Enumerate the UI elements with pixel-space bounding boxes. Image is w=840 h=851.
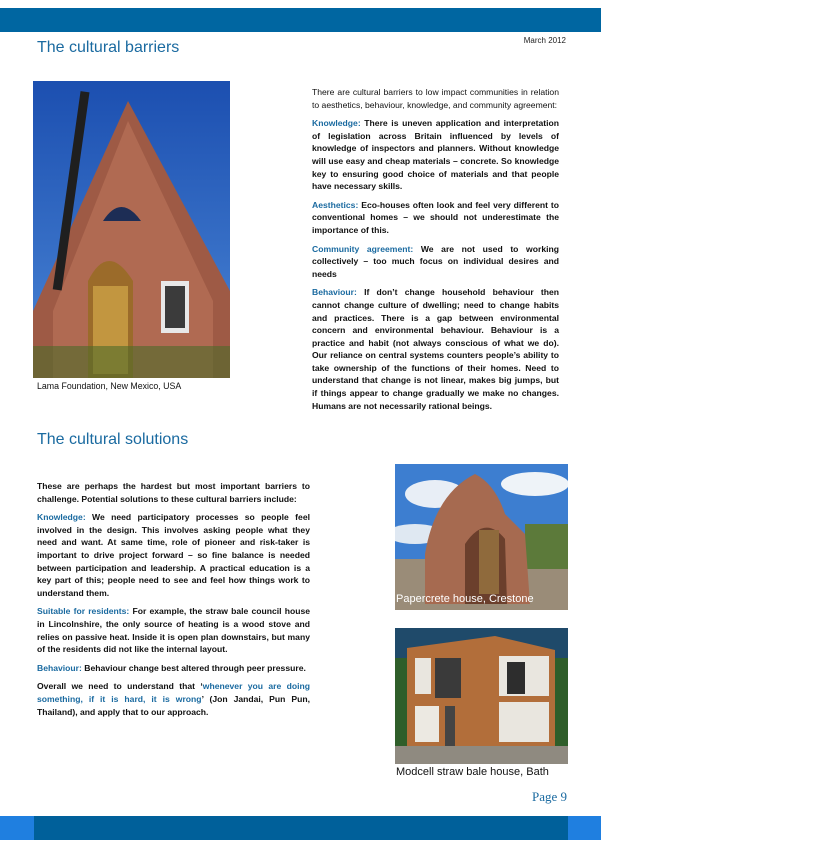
footer-bar-left-cap — [0, 816, 34, 840]
header-bar — [0, 8, 601, 32]
modcell-caption: Modcell straw bale house, Bath — [396, 766, 549, 778]
barriers-intro: There are cultural barriers to low impact communities in relation to aesthetics, behaviour, knowledge, and community agreement: — [312, 87, 559, 110]
solution-suitable-text: For example, the straw bale council house in Lincolnshire, the only source of heating is a wood stove and relies on passive heat. Inside it is open plan downstairs, but many of the residents did not like the internal layout. — [37, 606, 311, 655]
footer-bar — [0, 816, 601, 840]
barrier-community-text: We are not used to working collectively – too much focus on individual desires and needs — [312, 243, 559, 279]
barrier-community — [312, 243, 559, 281]
solution-behaviour-text: Behaviour change best altered through peer pressure. — [81, 662, 306, 673]
solution-knowledge-label: Knowledge: — [37, 512, 86, 523]
closing-post: ’ (Jon Jandai, Pun Pun, Thailand), and apply that to our approach. — [37, 693, 310, 717]
closing-quote: whenever you are doing something, if it is hard, it is wrong — [37, 681, 310, 704]
barrier-aesthetics — [312, 199, 559, 237]
solutions-intro: These are perhaps the hardest but most important barriers to challenge. Potential solutions to these cultural barriers include: — [37, 481, 310, 504]
barriers-text — [312, 86, 559, 418]
barrier-knowledge-text: There is uneven application and interpretation of legislation across Britain influenced by levels of knowledge of inspectors and planners. Without knowledge will use easy and cheap materials – concrete. So knowledge key to ensuring good choice of materials and that people have necessary skills. — [312, 118, 559, 192]
barrier-knowledge-label: Knowledge: — [312, 118, 361, 129]
papercrete-house-photo — [395, 464, 568, 610]
solution-knowledge — [37, 511, 310, 599]
solution-behaviour-label: Behaviour: — [37, 662, 82, 673]
barrier-aesthetics-label: Aesthetics: — [312, 199, 359, 210]
lama-foundation-caption: Lama Foundation, New Mexico, USA — [37, 381, 182, 391]
lama-foundation-photo — [33, 81, 230, 378]
papercrete-caption: Papercrete house, Crestone — [396, 593, 534, 605]
solution-behaviour — [37, 662, 310, 675]
closing-pre: Overall we need to understand that ‘ — [37, 681, 203, 692]
solutions-text — [37, 480, 310, 724]
footer-bar-right-cap — [568, 816, 601, 840]
solutions-closing — [37, 680, 310, 718]
barrier-community-label: Community agreement: — [312, 243, 414, 254]
solution-suitable — [37, 605, 310, 655]
solutions-heading: The cultural solutions — [37, 431, 189, 448]
page-number: Page 9 — [531, 789, 567, 804]
barriers-heading: The cultural barriers — [37, 39, 180, 56]
solution-suitable-label: Suitable for residents: — [37, 606, 130, 617]
barrier-aesthetics-text: Eco-houses often look and feel very different to conventional homes – we should not underestimate the importance of this. — [312, 199, 559, 235]
modcell-house-photo — [395, 628, 568, 764]
barrier-behaviour-label: Behaviour: — [312, 287, 357, 298]
solution-knowledge-text: We need participatory processes so people feel involved in the design. This involves asking people what they need and want. At same time, role of pioneer and risk-taker is important to drive project forward – so fine balance is needed between participation and leadership. A practical education is a key part of this; people need to see and feel how things work to understand them. — [37, 512, 310, 598]
barrier-behaviour-text: If don’t change household behaviour then cannot change culture of dwelling; need to change habits and practices. There is a gap between environmental concern and environmental behaviour. Behaviour is a practice and habit (not always conscious of what we do). Our reliance on central systems counters people’s ability to take ownership of the functions of their homes. Need to understand that change is not linear, makes big jumps, but if things appear to change gradually we make no changes. Humans are not necessarily rational beings. — [312, 287, 559, 411]
barrier-behaviour — [312, 286, 559, 412]
barrier-knowledge — [312, 117, 559, 193]
document-date: March 2012 — [523, 36, 566, 45]
